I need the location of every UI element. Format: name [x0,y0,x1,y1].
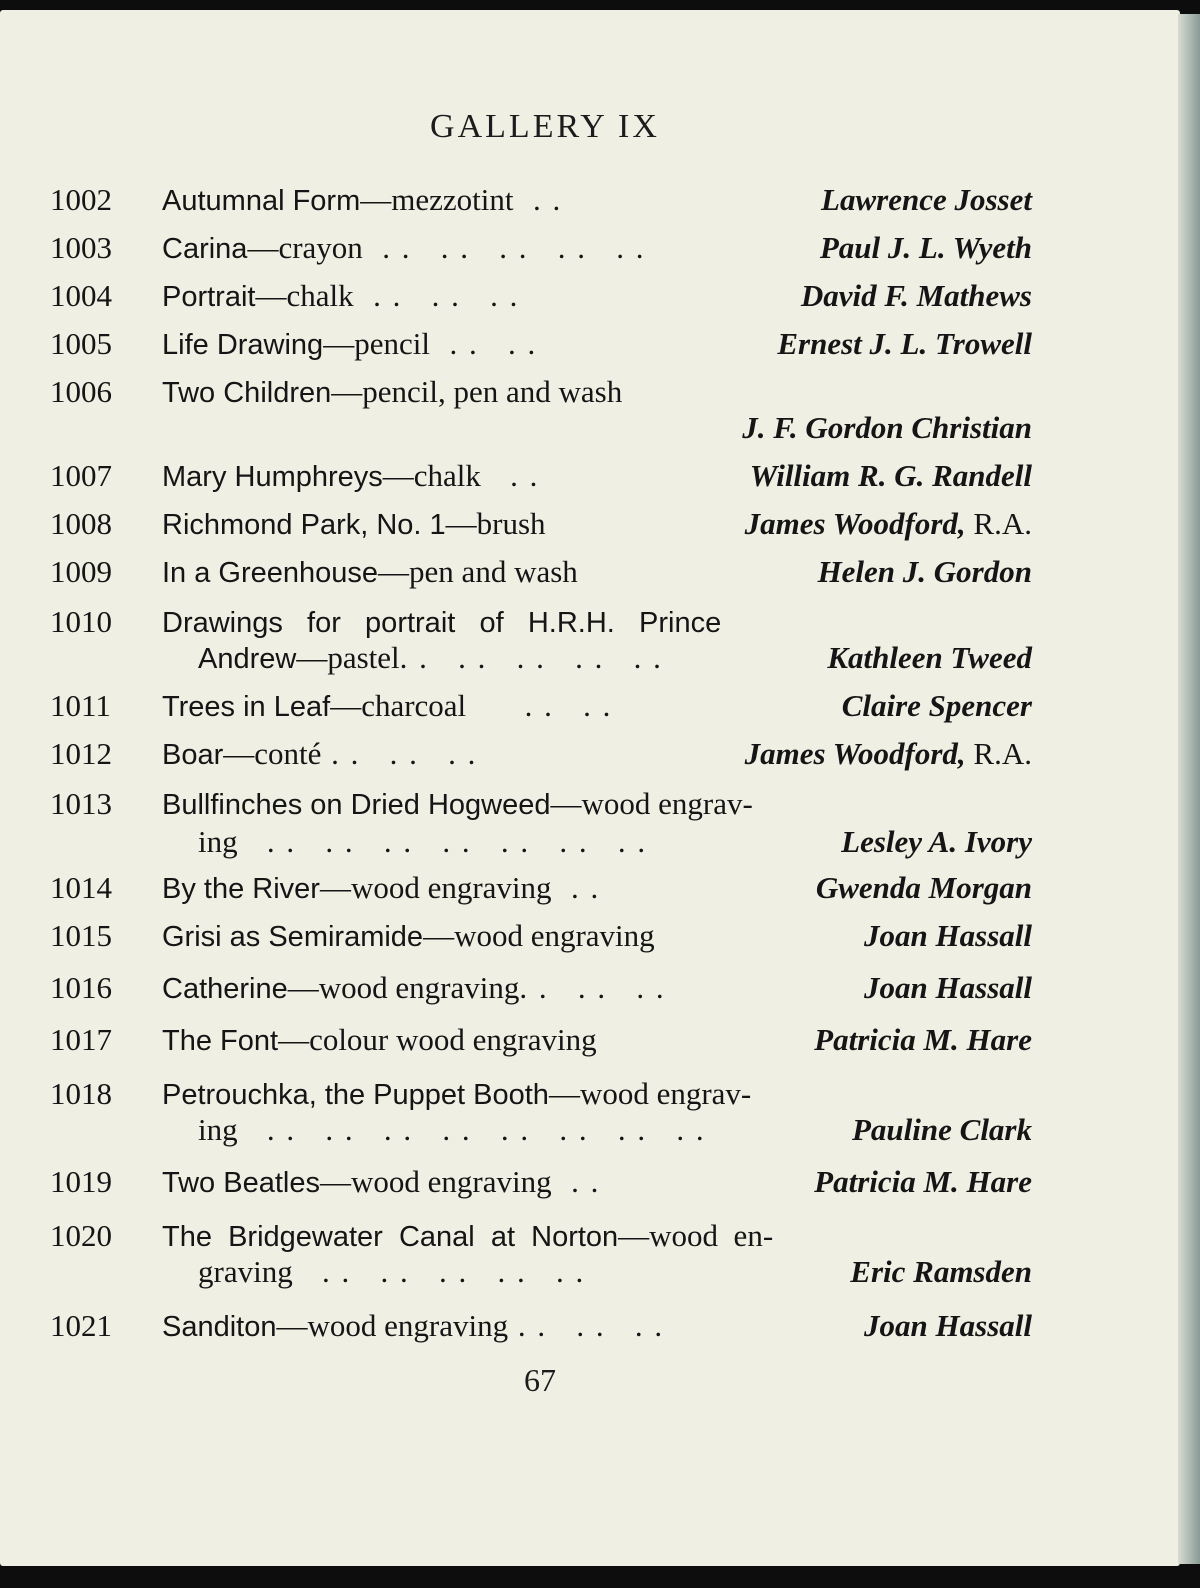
entry-artist [777,326,1032,362]
entry-title-line [162,230,646,266]
leader-dots: . . . . . . [508,1308,665,1343]
leader-dots: . . . . [466,688,613,723]
entry-continuation-line [198,640,663,676]
entry-artist [818,554,1032,590]
entry-medium-cont: —pastel [296,640,400,675]
entry-medium-cont: graving [198,1254,293,1289]
entry-title-line [162,554,578,590]
entry-artist [852,1112,1032,1148]
entry-number: 1019 [50,1164,112,1199]
entry-title: The Bridgewater Canal at Norton [162,1221,619,1253]
artist-name: Ernest J. L. Trowell [777,326,1032,361]
entry-title-line [162,1022,597,1058]
leader-dots: . . [513,182,563,217]
entry-title: Catherine [162,973,288,1005]
artist-name: Paul J. L. Wyeth [819,230,1032,265]
entry-title: Richmond Park, No. 1 [162,509,446,541]
artist-name: Claire Spencer [841,688,1032,723]
entry-number: 1015 [50,918,112,953]
entry-title: In a Greenhouse [162,557,379,589]
leader-dots: . . . . . . [321,736,478,771]
entry-medium: —conté [223,736,322,771]
entry-title: Grisi as Semiramide [162,921,424,953]
entry-title-line [162,1076,751,1112]
entry-title: The Font [162,1025,279,1057]
entry-medium: —crayon [247,230,363,265]
entry-medium: —wood engrav- [550,786,753,821]
entry-title-line [162,870,600,906]
page-number: 67 [524,1362,556,1398]
entry-number: 1004 [50,278,112,313]
entry-title: Two Beatles [162,1167,320,1199]
artist-name: David F. Mathews [800,278,1032,313]
artist-name: Eric Ramsden [850,1254,1032,1289]
entry-medium: —wood engraving [319,1164,552,1199]
entry-number: 1011 [50,688,111,723]
artist-name: Lesley A. Ivory [841,824,1032,859]
entry-title: Autumnal Form [162,185,361,217]
entry-artist [827,640,1032,676]
entry-continuation-line [198,1254,585,1290]
entry-title: Drawings for portrait of H.R.H. Prince [162,607,722,639]
artist-name: James Woodford, [744,506,966,541]
entry-medium: —colour wood engraving [278,1022,597,1057]
entry-title-line [162,458,539,494]
entry-number: 1008 [50,506,112,541]
leader-dots: . . [551,1164,601,1199]
entry-title: Carina [162,233,248,265]
entry-title: Sanditon [162,1311,277,1343]
entry-artist [820,230,1032,266]
leader-dots: . . . . [429,326,538,361]
entry-title: Petrouchka, the Puppet Booth [162,1079,549,1111]
artist-name: Pauline Clark [851,1112,1032,1147]
leader-dots: . . . . . . . . . . . . . . [237,824,648,859]
entry-title-cont: Andrew [198,643,297,675]
leader-dots: . . . . . . [519,970,666,1005]
entry-artist [864,970,1032,1006]
artist-name: Patricia M. Hare [814,1022,1032,1057]
entry-medium: —wood engrav- [548,1076,752,1111]
entry-title: Life Drawing [162,329,324,361]
artist-suffix: R.A. [965,736,1032,771]
entry-title: Portrait [162,281,256,313]
entry-title-line [162,970,666,1006]
artist-name: Helen J. Gordon [817,554,1032,589]
artist-name: William R. G. Randell [749,458,1032,493]
entry-artist [864,918,1032,954]
entry-medium: —mezzotint [360,182,514,217]
entry-number: 1020 [50,1218,112,1253]
entry-medium: —wood en- [618,1218,774,1253]
artist-name: Lawrence Josset [821,182,1032,217]
entry-continuation-line [198,1112,706,1148]
entry-artist [841,824,1032,860]
leader-dots: . . . . . . . . . . [399,640,663,675]
entry-artist [814,1022,1032,1058]
entry-title-line [162,326,537,362]
entry-title: Boar [162,739,224,771]
entry-title-line [162,182,562,218]
artist-name: J. F. Gordon Christian [742,410,1032,445]
entry-number: 1010 [50,604,112,639]
artist-name: Patricia M. Hare [814,1164,1032,1199]
entry-artist [750,458,1032,494]
entry-number: 1002 [50,182,112,217]
entry-number: 1021 [50,1308,112,1343]
entry-title-line [162,688,612,724]
leader-dots: . . [480,458,540,493]
entry-medium-cont: ing [198,824,238,859]
entry-title-line [162,1164,600,1200]
entry-number: 1012 [50,736,112,771]
entry-medium: —wood engraving [423,918,655,953]
entry-title: Mary Humphreys [162,461,383,493]
entry-artist [821,182,1032,218]
entry-number: 1009 [50,554,112,589]
entry-title-line [162,374,622,410]
book-spine [1178,14,1200,1564]
entry-continuation-line [198,824,647,860]
page-title: GALLERY IX [430,108,660,145]
entry-medium: —wood engraving [276,1308,509,1343]
entry-medium: —chalk [255,278,354,313]
artist-name: Joan Hassall [864,970,1032,1005]
leader-dots: . . . . . . . . . . [292,1254,586,1289]
entry-artist [816,870,1032,906]
entry-artist [814,1164,1032,1200]
leader-dots: . . . . . . . . . . . . . . . . [237,1112,706,1147]
leader-dots: . . . . . . [353,278,520,313]
entry-artist [742,410,1032,446]
entry-title-line [162,918,655,954]
entry-number: 1003 [50,230,112,265]
entry-artist [745,506,1032,542]
artist-name: Gwenda Morgan [815,870,1032,905]
entry-medium: —charcoal [330,688,467,723]
entry-title: Trees in Leaf [162,691,331,723]
entry-title: Bullfinches on Dried Hogweed [162,789,551,821]
entry-medium: —chalk [382,458,481,493]
entry-title-line [162,1308,664,1344]
entry-number: 1016 [50,970,112,1005]
entry-title: Two Children [162,377,332,409]
entry-title: By the River [162,873,320,905]
entry-title-line [162,736,477,772]
entry-artist [745,736,1032,772]
entry-medium: —wood engraving [319,870,552,905]
artist-suffix: R.A. [965,506,1032,541]
entry-artist [842,688,1032,724]
entry-number: 1013 [50,786,112,821]
entry-title-line [162,506,546,542]
entry-number: 1006 [50,374,112,409]
entry-title-line [162,278,519,314]
entry-title-line [162,1218,773,1254]
entry-title-line [162,786,753,822]
entry-medium: —pencil, pen and wash [331,374,623,409]
entry-artist [864,1308,1032,1344]
artist-name: Joan Hassall [864,918,1032,953]
entry-number: 1017 [50,1022,112,1057]
entry-title-line [162,604,721,640]
entry-number: 1014 [50,870,112,905]
entry-number: 1007 [50,458,112,493]
entry-medium-cont: ing [198,1112,238,1147]
entry-artist [850,1254,1032,1290]
leader-dots: . . . . . . . . . . [362,230,646,265]
leader-dots: . . [551,870,601,905]
entry-medium: —wood engraving [287,970,520,1005]
entry-artist [801,278,1032,314]
entry-medium: —pencil [323,326,430,361]
entry-medium: —brush [445,506,546,541]
artist-name: James Woodford, [744,736,966,771]
entry-medium: —pen and wash [378,554,578,589]
artist-name: Joan Hassall [864,1308,1032,1343]
entry-number: 1005 [50,326,112,361]
entry-number: 1018 [50,1076,112,1111]
artist-name: Kathleen Tweed [827,640,1032,675]
